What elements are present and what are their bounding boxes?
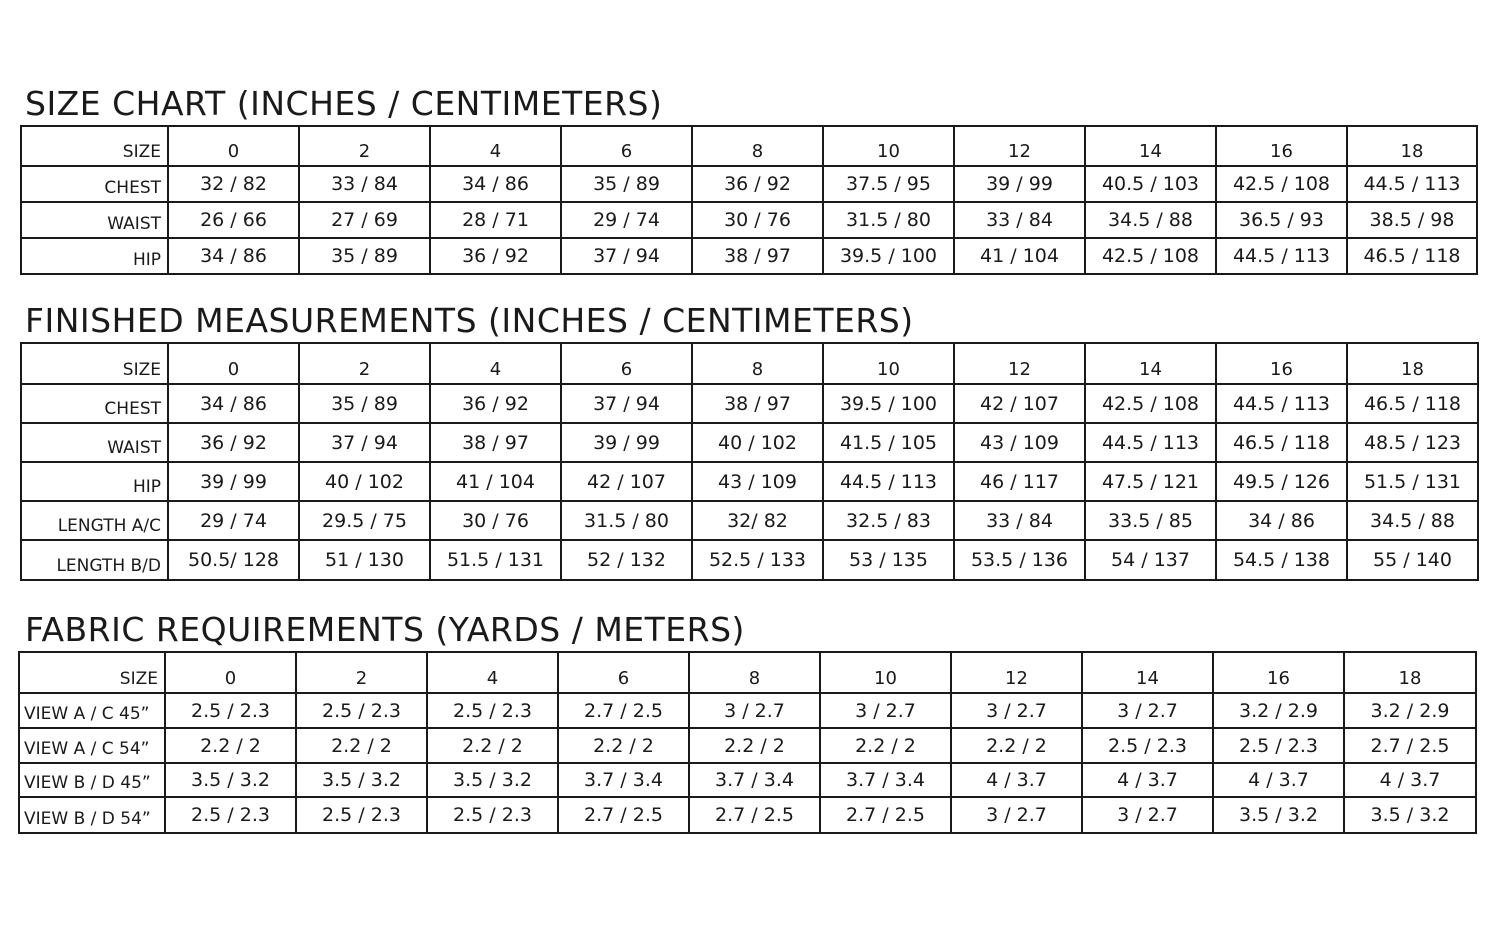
table-cell: 37 / 94 [299, 423, 430, 462]
table-cell: 33 / 84 [954, 501, 1085, 540]
table-cell: 4 / 3.7 [1344, 763, 1476, 797]
size-header-cell: 4 [430, 126, 561, 166]
table-row [21, 462, 1478, 501]
size-header-cell: 6 [561, 343, 692, 384]
table-cell: 3.7 / 3.4 [820, 763, 951, 797]
table-cell: 31.5 / 80 [823, 202, 954, 238]
size-header-cell: 18 [1347, 126, 1477, 166]
table-cell: 36 / 92 [692, 166, 823, 202]
table-cell: 32/ 82 [692, 501, 823, 540]
table-cell: 39 / 99 [954, 166, 1085, 202]
table-cell: 40.5 / 103 [1085, 166, 1216, 202]
table-cell: 54.5 / 138 [1216, 540, 1347, 580]
table-cell: 33 / 84 [954, 202, 1085, 238]
size-header-cell: 18 [1347, 343, 1478, 384]
table-cell: 26 / 66 [168, 202, 299, 238]
row-label: LENGTH B/D [21, 540, 168, 580]
size-header-cell: 16 [1216, 343, 1347, 384]
table-cell: 2.5 / 2.3 [1082, 728, 1213, 763]
table-cell: 49.5 / 126 [1216, 462, 1347, 501]
row-label: VIEW B / D 45” [19, 763, 165, 797]
row-label: LENGTH A/C [21, 501, 168, 540]
table-cell: 39.5 / 100 [823, 238, 954, 274]
table-cell: 3.7 / 3.4 [689, 763, 820, 797]
table-cell: 3.7 / 3.4 [558, 763, 689, 797]
table-cell: 38 / 97 [430, 423, 561, 462]
size-chart-title: SIZE CHART (INCHES / CENTIMETERS) [25, 84, 663, 123]
table-cell: 48.5 / 123 [1347, 423, 1478, 462]
table-cell: 2.2 / 2 [820, 728, 951, 763]
table-cell: 51.5 / 131 [1347, 462, 1478, 501]
table-cell: 2.5 / 2.3 [1213, 728, 1344, 763]
table-cell: 3.5 / 3.2 [165, 763, 296, 797]
table-cell: 34 / 86 [168, 384, 299, 423]
table-cell: 44.5 / 113 [1216, 238, 1347, 274]
fabric-requirements-table [18, 651, 1477, 834]
table-cell: 46.5 / 118 [1216, 423, 1347, 462]
table-row [19, 763, 1476, 797]
table-cell: 50.5/ 128 [168, 540, 299, 580]
table-cell: 2.2 / 2 [558, 728, 689, 763]
size-header-cell: 8 [692, 343, 823, 384]
table-row [21, 501, 1478, 540]
table-cell: 2.7 / 2.5 [558, 797, 689, 833]
table-cell: 3.5 / 3.2 [1213, 797, 1344, 833]
table-cell: 46 / 117 [954, 462, 1085, 501]
size-header-cell: 12 [954, 126, 1085, 166]
table-cell: 32 / 82 [168, 166, 299, 202]
table-cell: 29.5 / 75 [299, 501, 430, 540]
table-header-row [21, 126, 1477, 166]
table-cell: 2.5 / 2.3 [165, 693, 296, 728]
row-label: HIP [21, 462, 168, 501]
table-cell: 42.5 / 108 [1085, 238, 1216, 274]
table-row [21, 384, 1478, 423]
table-cell: 43 / 109 [692, 462, 823, 501]
table-cell: 51.5 / 131 [430, 540, 561, 580]
table-cell: 36 / 92 [430, 238, 561, 274]
table-header-row [19, 652, 1476, 693]
table-row [21, 202, 1477, 238]
table-cell: 38 / 97 [692, 384, 823, 423]
table-cell: 39 / 99 [168, 462, 299, 501]
table-cell: 53.5 / 136 [954, 540, 1085, 580]
table-cell: 30 / 76 [430, 501, 561, 540]
row-label: CHEST [21, 384, 168, 423]
table-cell: 54 / 137 [1085, 540, 1216, 580]
table-row [21, 423, 1478, 462]
size-header-cell: 6 [558, 652, 689, 693]
table-cell: 44.5 / 113 [823, 462, 954, 501]
size-header-cell: 8 [689, 652, 820, 693]
table-cell: 4 / 3.7 [951, 763, 1082, 797]
size-header-cell: 6 [561, 126, 692, 166]
table-cell: 39 / 99 [561, 423, 692, 462]
table-cell: 27 / 69 [299, 202, 430, 238]
table-cell: 36 / 92 [168, 423, 299, 462]
table-row [19, 693, 1476, 728]
size-header-label: SIZE [19, 652, 165, 693]
row-label: VIEW A / C 54” [19, 728, 165, 763]
table-cell: 3 / 2.7 [1082, 693, 1213, 728]
table-cell: 42 / 107 [561, 462, 692, 501]
size-header-cell: 2 [296, 652, 427, 693]
table-cell: 42.5 / 108 [1216, 166, 1347, 202]
table-cell: 47.5 / 121 [1085, 462, 1216, 501]
table-cell: 2.2 / 2 [427, 728, 558, 763]
table-header-row [21, 343, 1478, 384]
table-cell: 41.5 / 105 [823, 423, 954, 462]
table-cell: 28 / 71 [430, 202, 561, 238]
size-header-cell: 18 [1344, 652, 1476, 693]
size-chart-table [20, 125, 1478, 275]
table-cell: 3 / 2.7 [951, 797, 1082, 833]
table-cell: 34 / 86 [1216, 501, 1347, 540]
table-cell: 46.5 / 118 [1347, 384, 1478, 423]
table-row [19, 797, 1476, 833]
table-cell: 39.5 / 100 [823, 384, 954, 423]
fabric-requirements-title: FABRIC REQUIREMENTS (YARDS / METERS) [25, 610, 745, 649]
table-cell: 41 / 104 [430, 462, 561, 501]
size-header-cell: 10 [823, 126, 954, 166]
size-header-cell: 0 [168, 126, 299, 166]
table-cell: 3.5 / 3.2 [1344, 797, 1476, 833]
table-cell: 2.5 / 2.3 [296, 797, 427, 833]
table-cell: 40 / 102 [299, 462, 430, 501]
table-cell: 3.2 / 2.9 [1213, 693, 1344, 728]
table-cell: 33 / 84 [299, 166, 430, 202]
table-cell: 2.2 / 2 [165, 728, 296, 763]
table-cell: 42.5 / 108 [1085, 384, 1216, 423]
table-cell: 3 / 2.7 [689, 693, 820, 728]
table-cell: 44.5 / 113 [1216, 384, 1347, 423]
table-cell: 36 / 92 [430, 384, 561, 423]
table-cell: 3.5 / 3.2 [296, 763, 427, 797]
table-cell: 34.5 / 88 [1085, 202, 1216, 238]
table-cell: 32.5 / 83 [823, 501, 954, 540]
table-cell: 2.7 / 2.5 [689, 797, 820, 833]
table-cell: 52 / 132 [561, 540, 692, 580]
table-cell: 37 / 94 [561, 238, 692, 274]
table-cell: 52.5 / 133 [692, 540, 823, 580]
row-label: CHEST [21, 166, 168, 202]
table-cell: 29 / 74 [561, 202, 692, 238]
size-header-cell: 10 [823, 343, 954, 384]
size-header-cell: 4 [430, 343, 561, 384]
table-cell: 2.2 / 2 [951, 728, 1082, 763]
table-cell: 44.5 / 113 [1085, 423, 1216, 462]
table-cell: 46.5 / 118 [1347, 238, 1477, 274]
table-cell: 3 / 2.7 [1082, 797, 1213, 833]
table-row [21, 166, 1477, 202]
row-label: WAIST [21, 202, 168, 238]
table-cell: 51 / 130 [299, 540, 430, 580]
size-header-cell: 12 [951, 652, 1082, 693]
table-cell: 44.5 / 113 [1347, 166, 1477, 202]
size-header-cell: 4 [427, 652, 558, 693]
row-label: VIEW A / C 45” [19, 693, 165, 728]
table-row [19, 728, 1476, 763]
table-cell: 41 / 104 [954, 238, 1085, 274]
table-cell: 2.2 / 2 [296, 728, 427, 763]
table-cell: 38.5 / 98 [1347, 202, 1477, 238]
table-cell: 4 / 3.7 [1082, 763, 1213, 797]
finished-measurements-title: FINISHED MEASUREMENTS (INCHES / CENTIMETERS) [25, 301, 914, 340]
table-cell: 33.5 / 85 [1085, 501, 1216, 540]
size-header-cell: 0 [165, 652, 296, 693]
size-header-label: SIZE [21, 126, 168, 166]
size-header-cell: 12 [954, 343, 1085, 384]
size-header-cell: 16 [1213, 652, 1344, 693]
table-row [21, 540, 1478, 580]
table-cell: 29 / 74 [168, 501, 299, 540]
size-header-cell: 10 [820, 652, 951, 693]
size-header-cell: 16 [1216, 126, 1347, 166]
table-cell: 43 / 109 [954, 423, 1085, 462]
table-cell: 35 / 89 [299, 384, 430, 423]
finished-measurements-table [20, 342, 1479, 581]
table-cell: 3 / 2.7 [951, 693, 1082, 728]
table-cell: 2.7 / 2.5 [1344, 728, 1476, 763]
table-cell: 2.7 / 2.5 [820, 797, 951, 833]
table-cell: 4 / 3.7 [1213, 763, 1344, 797]
table-cell: 37.5 / 95 [823, 166, 954, 202]
size-header-cell: 0 [168, 343, 299, 384]
table-cell: 53 / 135 [823, 540, 954, 580]
table-cell: 2.5 / 2.3 [427, 693, 558, 728]
table-cell: 2.2 / 2 [689, 728, 820, 763]
table-cell: 2.7 / 2.5 [558, 693, 689, 728]
table-cell: 34 / 86 [168, 238, 299, 274]
table-cell: 3.2 / 2.9 [1344, 693, 1476, 728]
table-cell: 3.5 / 3.2 [427, 763, 558, 797]
table-cell: 38 / 97 [692, 238, 823, 274]
table-cell: 30 / 76 [692, 202, 823, 238]
table-cell: 40 / 102 [692, 423, 823, 462]
table-cell: 31.5 / 80 [561, 501, 692, 540]
table-cell: 2.5 / 2.3 [296, 693, 427, 728]
row-label: WAIST [21, 423, 168, 462]
row-label: HIP [21, 238, 168, 274]
table-cell: 35 / 89 [299, 238, 430, 274]
size-header-cell: 8 [692, 126, 823, 166]
table-cell: 36.5 / 93 [1216, 202, 1347, 238]
table-cell: 34.5 / 88 [1347, 501, 1478, 540]
table-cell: 55 / 140 [1347, 540, 1478, 580]
table-cell: 42 / 107 [954, 384, 1085, 423]
table-row [21, 238, 1477, 274]
table-cell: 35 / 89 [561, 166, 692, 202]
size-header-cell: 2 [299, 343, 430, 384]
table-cell: 34 / 86 [430, 166, 561, 202]
table-cell: 37 / 94 [561, 384, 692, 423]
table-cell: 2.5 / 2.3 [165, 797, 296, 833]
size-header-cell: 14 [1082, 652, 1213, 693]
size-header-cell: 2 [299, 126, 430, 166]
row-label: VIEW B / D 54” [19, 797, 165, 833]
size-header-cell: 14 [1085, 343, 1216, 384]
table-cell: 3 / 2.7 [820, 693, 951, 728]
size-header-cell: 14 [1085, 126, 1216, 166]
table-cell: 2.5 / 2.3 [427, 797, 558, 833]
size-header-label: SIZE [21, 343, 168, 384]
